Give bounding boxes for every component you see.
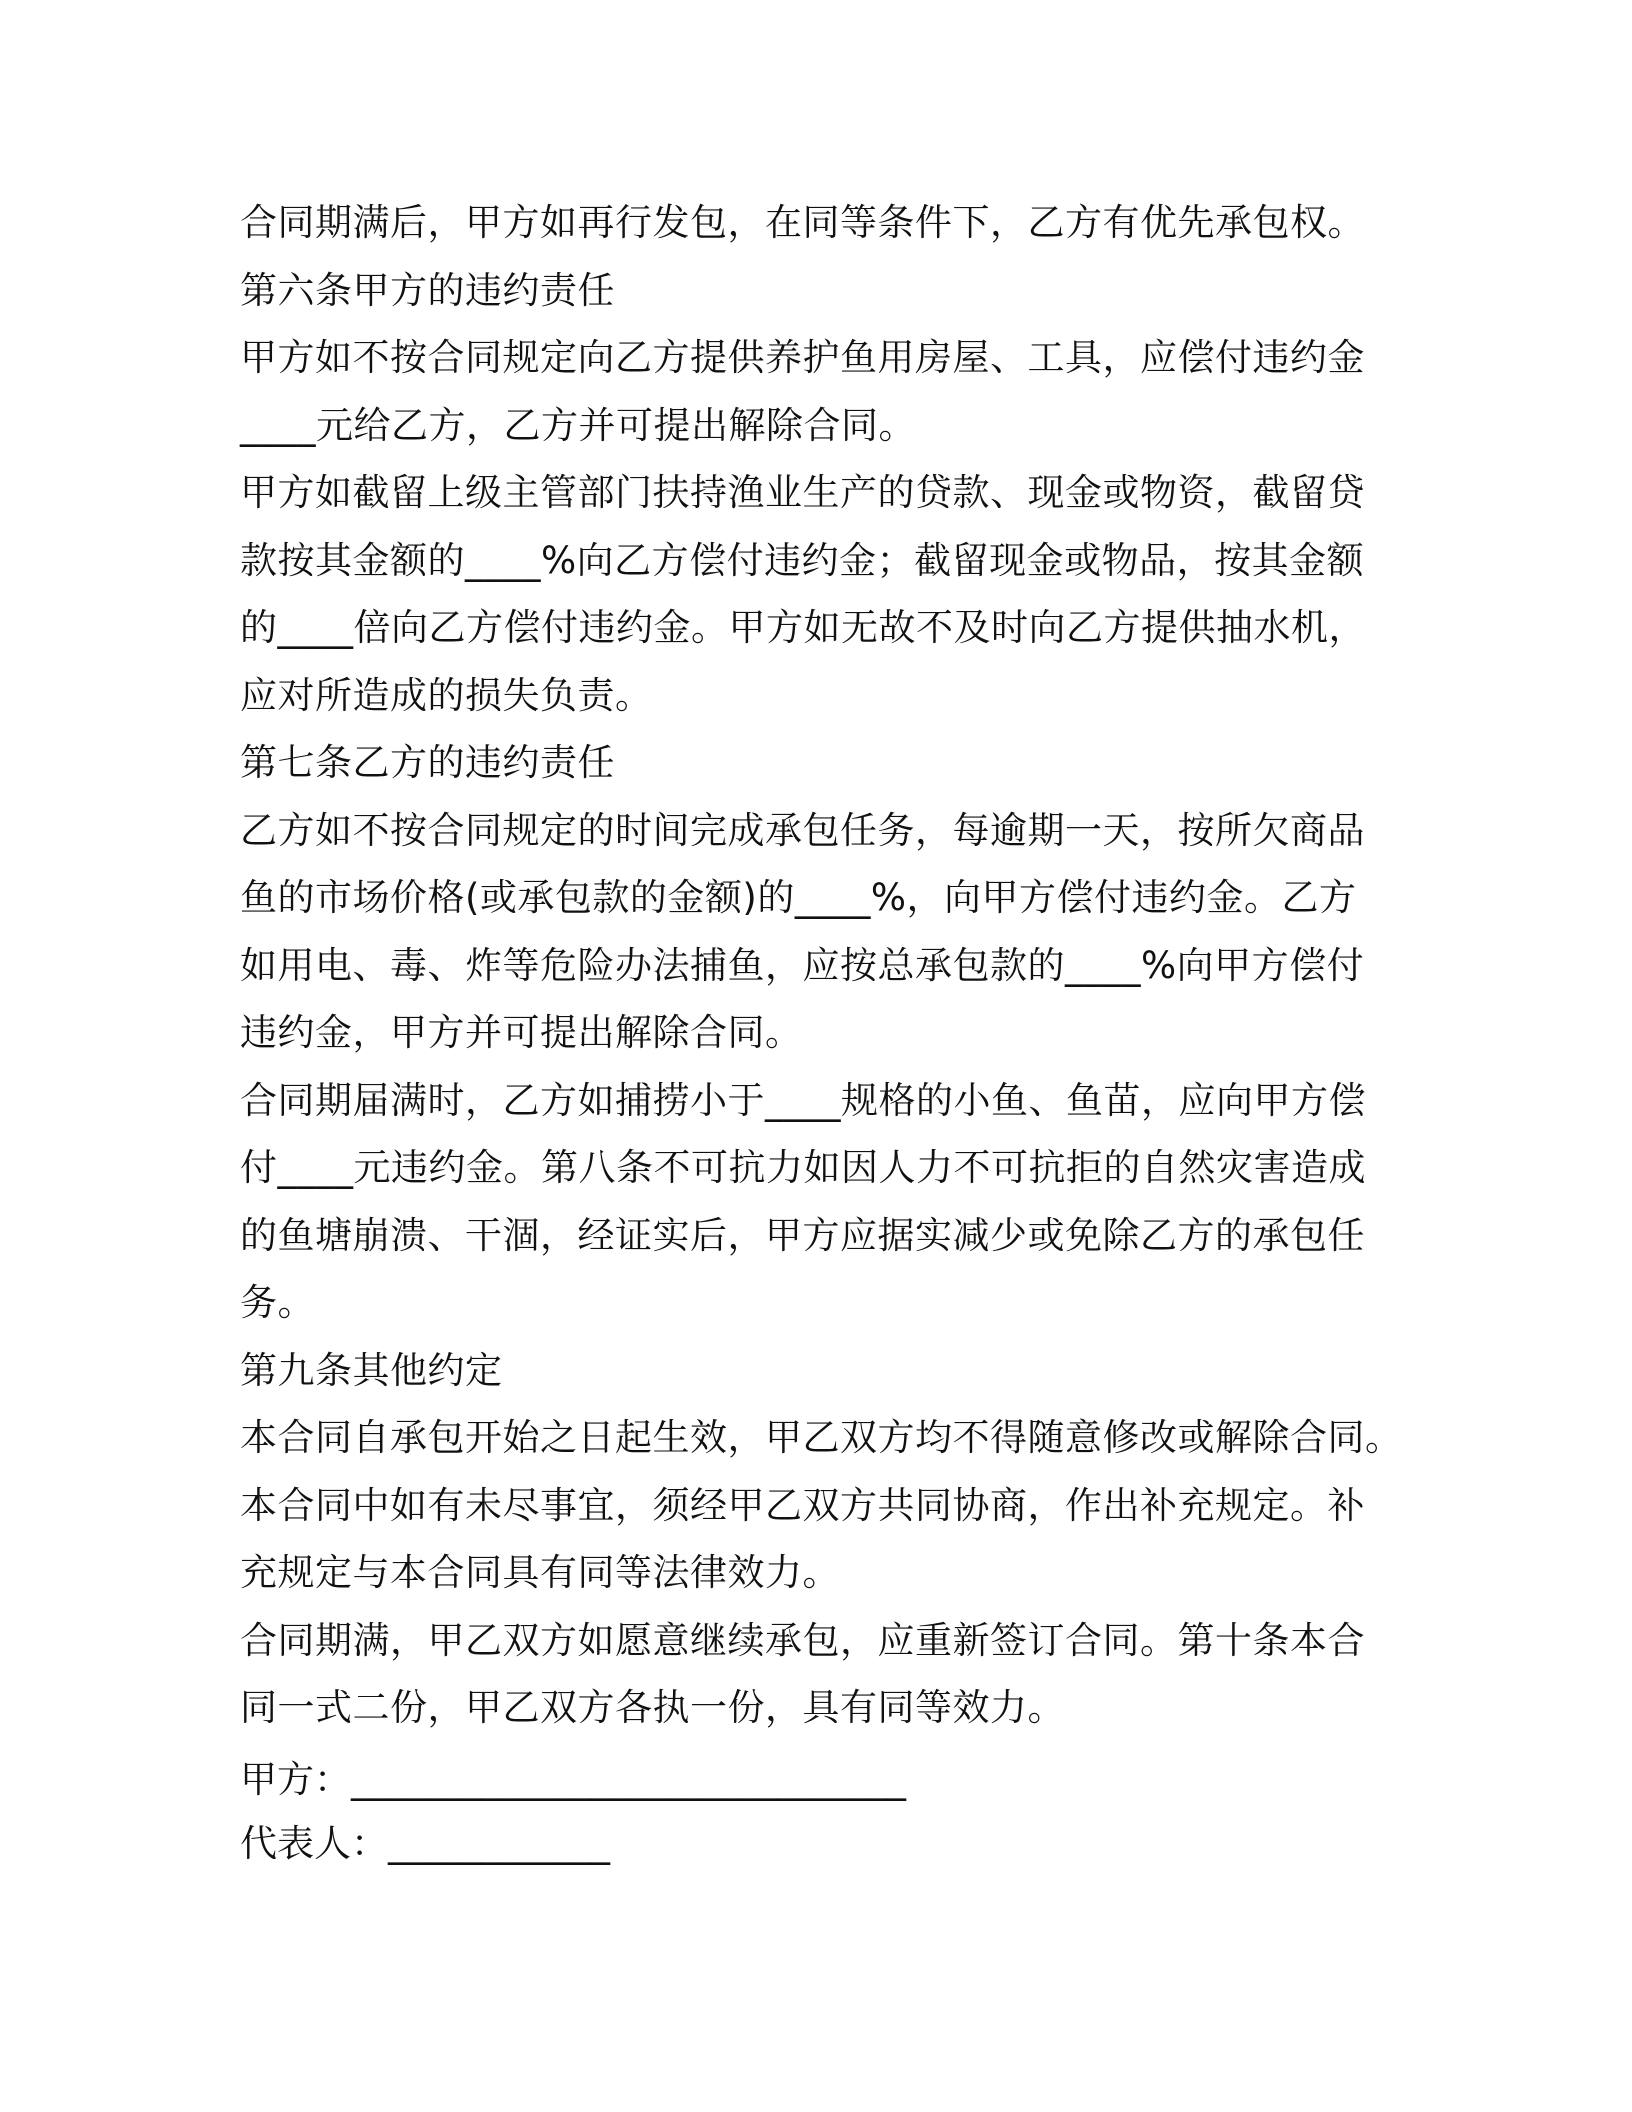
paragraph-line: 同一式二份，甲乙双方各执一份，具有同等效力。 — [240, 1686, 1065, 1729]
paragraph-line: 款按其金额的____%向乙方偿付违约金；截留现金或物品，按其金额 — [240, 538, 1365, 582]
paragraph-line: 的____倍向乙方偿付违约金。甲方如无故不及时向乙方提供抽水机， — [240, 606, 1366, 649]
paragraph-line: 充规定与本合同具有同等法律效力。 — [240, 1551, 840, 1594]
paragraph-line: 合同期满，甲乙双方如愿意继续承包，应重新签订合同。第十条本合 — [240, 1618, 1365, 1662]
paragraph-line: 务。 — [240, 1281, 315, 1324]
paragraph-line: ____元给乙方，乙方并可提出解除合同。 — [240, 403, 916, 447]
paragraph-line: 如用电、毒、炸等危险办法捕鱼，应按总承包款的____%向甲方偿付 — [240, 943, 1365, 987]
party-a-signature-field: 甲方：______________________________ — [240, 1757, 906, 1801]
section-heading: 第九条其他约定 — [240, 1348, 503, 1392]
paragraph-line: 付____元违约金。第八条不可抗力如因人力不可抗拒的自然灾害造成 — [240, 1146, 1366, 1189]
section-heading: 第七条乙方的违约责任 — [240, 741, 615, 784]
section-heading: 第六条甲方的违约责任 — [240, 268, 615, 312]
paragraph-line: 的鱼塘崩溃、干涸，经证实后，甲方应据实减少或免除乙方的承包任 — [240, 1213, 1365, 1257]
paragraph-line: 合同期满后，甲方如再行发包，在同等条件下，乙方有优先承包权。 — [240, 201, 1365, 244]
paragraph-line: 应对所造成的损失负责。 — [240, 673, 653, 717]
contract-body — [240, 189, 1403, 1742]
paragraph-line: 违约金，甲方并可提出解除合同。 — [240, 1011, 803, 1054]
paragraph-line: 合同期届满时，乙方如捕捞小于____规格的小鱼、鱼苗，应向甲方偿 — [240, 1078, 1366, 1122]
paragraph-line: 甲方如不按合同规定向乙方提供养护鱼用房屋、工具，应偿付违约金 — [240, 336, 1365, 379]
paragraph-line: 鱼的市场价格(或承包款的金额)的____%，向甲方偿付违约金。乙方 — [240, 876, 1357, 919]
document-page — [240, 189, 1403, 1876]
representative-signature-field: 代表人：____________ — [240, 1821, 610, 1865]
paragraph-line: 本合同中如有未尽事宜，须经甲乙双方共同协商，作出补充规定。补 — [240, 1483, 1365, 1527]
paragraph-line: 甲方如截留上级主管部门扶持渔业生产的贷款、现金或物资，截留贷 — [240, 471, 1365, 514]
signature-block — [240, 1748, 1400, 1876]
paragraph-line: 乙方如不按合同规定的时间完成承包任务，每逾期一天，按所欠商品 — [240, 808, 1365, 852]
paragraph-line: 本合同自承包开始之日起生效，甲乙双方均不得随意修改或解除合同。 — [240, 1416, 1403, 1459]
